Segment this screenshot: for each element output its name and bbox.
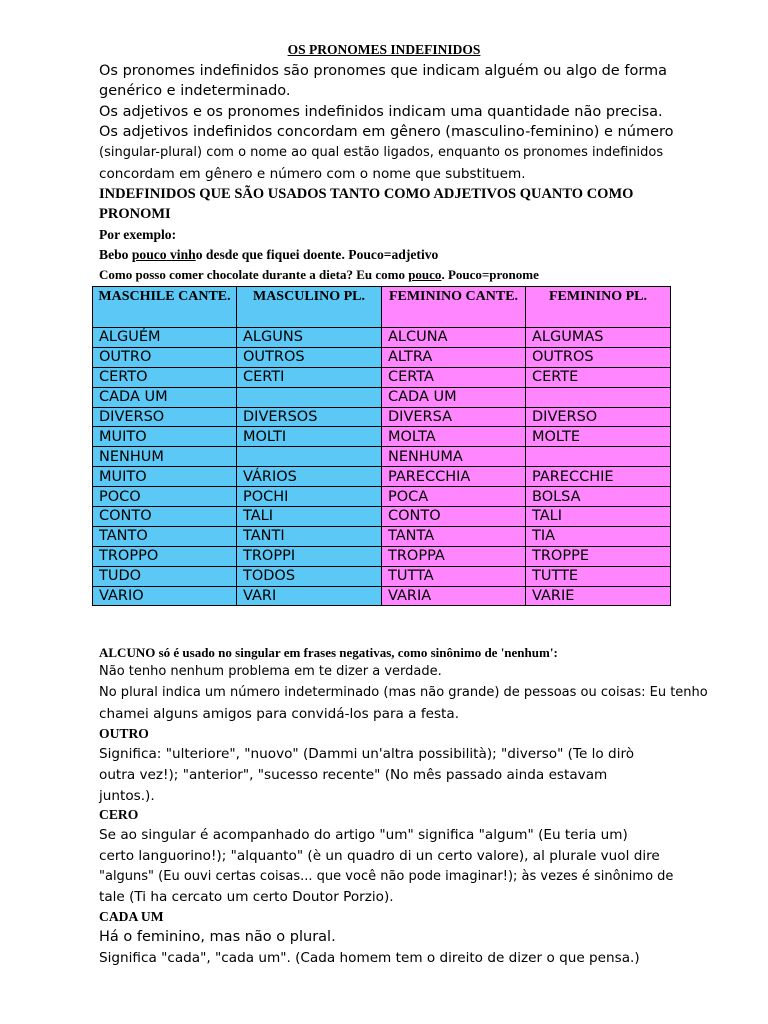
table-cell: TANTO xyxy=(93,526,237,546)
table-cell: DIVERSO xyxy=(93,407,237,427)
table-cell: TUTTE xyxy=(526,566,671,586)
column-header: FEMININO CANTE. xyxy=(382,287,526,328)
table-cell: TUDO xyxy=(93,566,237,586)
cero-heading: CERO xyxy=(99,807,139,822)
example-sentence: Bebo pouco vinho desde que fiquei doente. Pouco=adjetivo xyxy=(99,247,439,262)
table-body xyxy=(93,328,671,606)
table-cell: DIVERSA xyxy=(382,407,526,427)
table-cell: POCO xyxy=(93,487,237,507)
table-cell: ALTRA xyxy=(382,347,526,367)
table-row xyxy=(93,546,671,566)
table-cell: TUTTA xyxy=(382,566,526,586)
table-row xyxy=(93,467,671,487)
table-cell: VARIA xyxy=(382,586,526,606)
section-heading: PRONOMI xyxy=(99,206,171,222)
table-cell xyxy=(526,447,671,467)
body-line: chamei alguns amigos para convidá-los para a festa. xyxy=(99,706,460,722)
table-cell: MOLTE xyxy=(526,427,671,447)
example-sentence: Como posso comer chocolate durante a dieta? Eu como pouco. Pouco=pronome xyxy=(99,267,539,282)
table-cell: PARECCHIA xyxy=(382,467,526,487)
table-cell: TANTI xyxy=(237,526,382,546)
example-label: Por exemplo: xyxy=(99,227,177,242)
pronoun-table xyxy=(92,286,671,606)
table-cell xyxy=(526,387,671,407)
table-cell: TROPPE xyxy=(526,546,671,566)
table-cell: TROPPI xyxy=(237,546,382,566)
table-cell: OUTRO xyxy=(93,347,237,367)
table-cell: CERTO xyxy=(93,367,237,387)
table-cell: TODOS xyxy=(237,566,382,586)
table-cell: NENHUM xyxy=(93,447,237,467)
body-line: Significa: "ulteriore", "nuovo" (Dammi un'altra possibilità); "diverso" (Te lo dirò xyxy=(99,746,635,762)
table-cell: OUTROS xyxy=(237,347,382,367)
intro-line: genérico e indeterminado. xyxy=(99,83,291,99)
column-header: MASCHILE CANTE. xyxy=(93,287,237,328)
table-cell: PARECCHIE xyxy=(526,467,671,487)
intro-line: concordam em gênero e número com o nome que substituem. xyxy=(99,166,526,182)
intro-line: (singular-plural) com o nome ao qual estão ligados, enquanto os pronomes indefinidos xyxy=(99,145,664,160)
body-line: Não tenho nenhum problema em te dizer a verdade. xyxy=(99,664,442,679)
table-cell xyxy=(237,387,382,407)
table-cell: POCHI xyxy=(237,487,382,507)
table-cell: TANTA xyxy=(382,526,526,546)
table-row xyxy=(93,586,671,606)
table-cell: ALGUMAS xyxy=(526,328,671,348)
body-line: "alguns" (Eu ouvi certas coisas... que você não pode imaginar!); às vezes é sinônimo de xyxy=(99,869,674,884)
table-cell: CADA UM xyxy=(382,387,526,407)
body-line: No plural indica um número indeterminado (mas não grande) de pessoas ou coisas: Eu tenho xyxy=(99,685,708,700)
table-cell: TALI xyxy=(237,507,382,527)
table-cell xyxy=(237,447,382,467)
table-row xyxy=(93,526,671,546)
table-cell: VÁRIOS xyxy=(237,467,382,487)
table-cell: NENHUMA xyxy=(382,447,526,467)
table-cell: POCA xyxy=(382,487,526,507)
table-row xyxy=(93,347,671,367)
column-header: MASCULINO PL. xyxy=(237,287,382,328)
table-cell: MUITO xyxy=(93,427,237,447)
table-cell: DIVERSOS xyxy=(237,407,382,427)
body-line: Há o feminino, mas não o plural. xyxy=(99,929,336,945)
table-row xyxy=(93,447,671,467)
table-cell: TIA xyxy=(526,526,671,546)
table-cell: MOLTA xyxy=(382,427,526,447)
outro-heading: OUTRO xyxy=(99,726,149,741)
table-row xyxy=(93,507,671,527)
table-cell: ALGUNS xyxy=(237,328,382,348)
table-cell: VARIO xyxy=(93,586,237,606)
table-cell: TALI xyxy=(526,507,671,527)
table-row xyxy=(93,407,671,427)
table-cell: ALGUÉM xyxy=(93,328,237,348)
body-line: tale (Ti ha cercato um certo Doutor Porzio). xyxy=(99,889,394,905)
body-line: Significa "cada", "cada um". (Cada homem tem o direito de dizer o que pensa.) xyxy=(99,950,640,966)
table-row xyxy=(93,328,671,348)
table-cell: BOLSA xyxy=(526,487,671,507)
intro-line: Os adjetivos indefinidos concordam em gênero (masculino-feminino) e número xyxy=(99,124,674,140)
table-cell: MOLTI xyxy=(237,427,382,447)
table-cell: MUITO xyxy=(93,467,237,487)
table-header-row xyxy=(93,287,671,328)
body-line: juntos.). xyxy=(99,788,155,804)
table-cell: DIVERSO xyxy=(526,407,671,427)
intro-line: Os adjetivos e os pronomes indefinidos indicam uma quantidade não precisa. xyxy=(99,104,663,120)
table-cell: VARIE xyxy=(526,586,671,606)
section-heading: INDEFINIDOS QUE SÃO USADOS TANTO COMO ADJETIVOS QUANTO COMO xyxy=(99,186,634,202)
table-cell: TROPPO xyxy=(93,546,237,566)
table-cell: CERTA xyxy=(382,367,526,387)
table-cell: OUTROS xyxy=(526,347,671,367)
intro-line: Os pronomes indefinidos são pronomes que indicam alguém ou algo de forma xyxy=(99,63,668,79)
cada-heading: CADA UM xyxy=(99,909,164,924)
table-cell: VARI xyxy=(237,586,382,606)
table-row xyxy=(93,487,671,507)
page-title: OS PRONOMES INDEFINIDOS xyxy=(287,42,481,57)
table-row xyxy=(93,367,671,387)
alcuno-heading: ALCUNO só é usado no singular em frases negativas, como sinônimo de 'nenhum': xyxy=(99,645,558,660)
table-cell: CONTO xyxy=(382,507,526,527)
body-line: Se ao singular é acompanhado do artigo "um" significa "algum" (Eu teria um) xyxy=(99,827,628,843)
table-cell: CERTE xyxy=(526,367,671,387)
table-cell: TROPPA xyxy=(382,546,526,566)
column-header: FEMININO PL. xyxy=(526,287,671,328)
table-cell: ALCUNA xyxy=(382,328,526,348)
table-cell: CONTO xyxy=(93,507,237,527)
table-cell: CADA UM xyxy=(93,387,237,407)
body-line: outra vez!); "anterior", "sucesso recente" (No mês passado ainda estavam xyxy=(99,767,608,783)
body-line: certo languorino!); "alquanto" (è un quadro di un certo valore), al plurale vuol dire xyxy=(99,848,660,864)
table-row xyxy=(93,427,671,447)
table-row xyxy=(93,387,671,407)
table-row xyxy=(93,566,671,586)
table-cell: CERTI xyxy=(237,367,382,387)
